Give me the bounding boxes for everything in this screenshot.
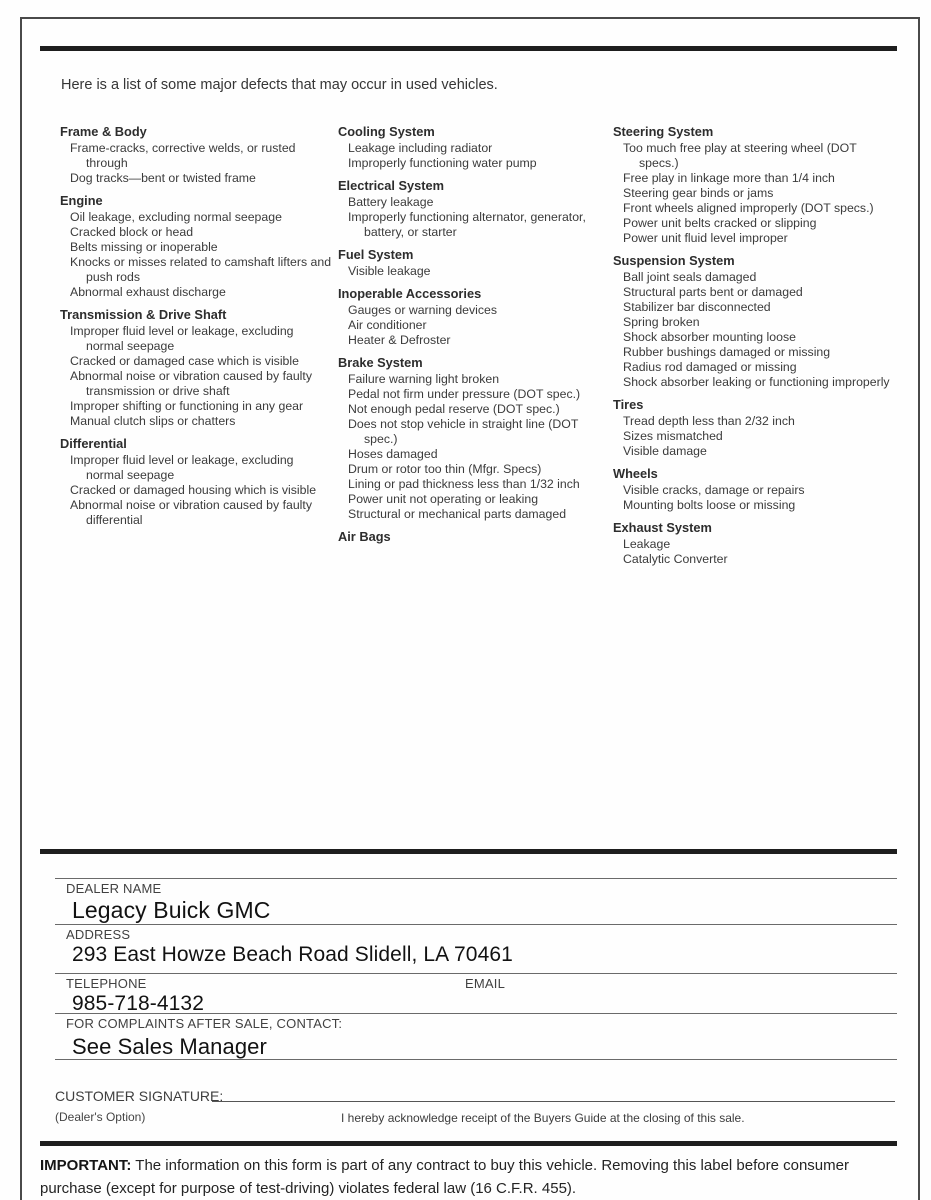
- defect-item: Lining or pad thickness less than 1/32 inch: [348, 477, 580, 491]
- customer-signature-line: [212, 1101, 895, 1102]
- defect-item: Steering gear binds or jams: [623, 186, 774, 200]
- address-value: 293 East Howze Beach Road Slidell, LA 70461: [72, 943, 513, 966]
- defect-section-title: Cooling System: [338, 124, 435, 139]
- important-notice: [40, 1154, 898, 1200]
- defect-item: Tread depth less than 2/32 inch: [623, 414, 795, 428]
- defect-item: Cracked or damaged case which is visible: [70, 354, 299, 368]
- defect-item: Mounting bolts loose or missing: [623, 498, 796, 512]
- defect-item: Cracked block or head: [70, 225, 194, 239]
- defect-item: Shock absorber leaking or functioning improperly: [623, 375, 890, 389]
- defect-section-title: Differential: [60, 436, 127, 451]
- defect-section-title: Brake System: [338, 355, 423, 370]
- field-rule: [55, 1013, 897, 1014]
- field-rule: [55, 973, 897, 974]
- important-label: IMPORTANT:: [40, 1157, 132, 1174]
- dealer-name-label: DEALER NAME: [66, 881, 162, 896]
- customer-signature-label: CUSTOMER SIGNATURE:: [55, 1088, 224, 1104]
- defect-section-title: Electrical System: [338, 178, 444, 193]
- defect-item: Shock absorber mounting loose: [623, 330, 796, 344]
- defect-item: Sizes mismatched: [623, 429, 723, 443]
- defect-item: Does not stop vehicle in straight line (DOT spec.): [348, 417, 579, 446]
- defect-item: Manual clutch slips or chatters: [70, 414, 236, 428]
- intro-text: Here is a list of some major defects that may occur in used vehicles.: [61, 77, 498, 93]
- defect-item: Improper fluid level or leakage, excluding normal seepage: [70, 453, 294, 482]
- defects-column-2: [338, 124, 610, 546]
- dealers-option-label: (Dealer's Option): [55, 1110, 146, 1124]
- defect-item: Abnormal noise or vibration caused by faulty transmission or drive shaft: [70, 369, 312, 398]
- field-rule: [55, 878, 897, 879]
- defect-item: Rubber bushings damaged or missing: [623, 345, 831, 359]
- defect-item: Air conditioner: [348, 318, 427, 332]
- complaints-value: See Sales Manager: [72, 1034, 267, 1059]
- defect-section-title: Suspension System: [613, 253, 735, 268]
- defect-item: Cracked or damaged housing which is visible: [70, 483, 317, 497]
- defects-column-1: [60, 124, 334, 528]
- complaints-label: FOR COMPLAINTS AFTER SALE, CONTACT:: [66, 1016, 343, 1031]
- defect-item: Free play in linkage more than 1/4 inch: [623, 171, 835, 185]
- defect-section-title: Tires: [613, 397, 644, 412]
- defect-item: Improper fluid level or leakage, excluding normal seepage: [70, 324, 294, 353]
- important-text: The information on this form is part of any contract to buy this vehicle. Removing this label before consumer purchase (except for purpose of test-driving) violates federal law (16 C.F.R. 455).: [40, 1157, 849, 1197]
- defect-section-title: Steering System: [613, 124, 714, 139]
- defect-item: Improper shifting or functioning in any gear: [70, 399, 304, 413]
- address-label: ADDRESS: [66, 927, 131, 942]
- defect-item: Ball joint seals damaged: [623, 270, 757, 284]
- field-rule: [55, 924, 897, 925]
- defect-item: Drum or rotor too thin (Mfgr. Specs): [348, 462, 542, 476]
- defect-item: Visible leakage: [348, 264, 431, 278]
- top-divider-bar: [40, 46, 897, 51]
- defect-item: Visible damage: [623, 444, 707, 458]
- defect-item: Abnormal exhaust discharge: [70, 285, 226, 299]
- field-rule: [55, 1059, 897, 1060]
- defect-section-title: Fuel System: [338, 247, 414, 262]
- defect-item: Too much free play at steering wheel (DOT specs.): [623, 141, 857, 170]
- defect-item: Front wheels aligned improperly (DOT specs.): [623, 201, 874, 215]
- defects-column-3: [613, 124, 895, 567]
- defect-item: Improperly functioning water pump: [348, 156, 537, 170]
- defect-item: Gauges or warning devices: [348, 303, 498, 317]
- footer-divider-bar: [40, 1141, 897, 1146]
- defect-section-title: Transmission & Drive Shaft: [60, 307, 227, 322]
- dealer-name-value: Legacy Buick GMC: [72, 897, 271, 923]
- dealer-section-divider-bar: [40, 849, 897, 854]
- defect-item: Frame-cracks, corrective welds, or rusted through: [70, 141, 296, 170]
- defect-item: Power unit not operating or leaking: [348, 492, 539, 506]
- defect-item: Leakage: [623, 537, 671, 551]
- defect-item: Pedal not firm under pressure (DOT spec.): [348, 387, 581, 401]
- defect-section-title: Engine: [60, 193, 103, 208]
- defect-item: Power unit belts cracked or slipping: [623, 216, 817, 230]
- defect-item: Failure warning light broken: [348, 372, 500, 386]
- email-label: EMAIL: [465, 976, 506, 991]
- defect-item: Visible cracks, damage or repairs: [623, 483, 805, 497]
- defect-section-title: Wheels: [613, 466, 658, 481]
- defect-item: Dog tracks—bent or twisted frame: [70, 171, 256, 185]
- defect-item: Belts missing or inoperable: [70, 240, 218, 254]
- defect-item: Oil leakage, excluding normal seepage: [70, 210, 282, 224]
- defect-section-title: Inoperable Accessories: [338, 286, 482, 301]
- defect-item: Battery leakage: [348, 195, 434, 209]
- telephone-value: 985-718-4132: [72, 992, 204, 1015]
- defect-item: Stabilizer bar disconnected: [623, 300, 771, 314]
- defect-item: Radius rod damaged or missing: [623, 360, 797, 374]
- defect-item: Structural or mechanical parts damaged: [348, 507, 567, 521]
- defect-item: Heater & Defroster: [348, 333, 451, 347]
- defect-item: Hoses damaged: [348, 447, 438, 461]
- defect-item: Abnormal noise or vibration caused by faulty differential: [70, 498, 312, 527]
- defect-item: Knocks or misses related to camshaft lifters and push rods: [70, 255, 332, 284]
- defect-item: Structural parts bent or damaged: [623, 285, 803, 299]
- defect-item: Leakage including radiator: [348, 141, 493, 155]
- defect-item: Improperly functioning alternator, generator, battery, or starter: [348, 210, 586, 239]
- defect-item: Spring broken: [623, 315, 700, 329]
- telephone-label: TELEPHONE: [66, 976, 147, 991]
- defect-section-title: Air Bags: [338, 529, 391, 544]
- defect-section-title: Frame & Body: [60, 124, 147, 139]
- defect-section-title: Exhaust System: [613, 520, 712, 535]
- defect-item: Catalytic Converter: [623, 552, 728, 566]
- defect-item: Power unit fluid level improper: [623, 231, 788, 245]
- defect-item: Not enough pedal reserve (DOT spec.): [348, 402, 560, 416]
- signature-acknowledgement-text: I hereby acknowledge receipt of the Buyers Guide at the closing of this sale.: [341, 1111, 745, 1125]
